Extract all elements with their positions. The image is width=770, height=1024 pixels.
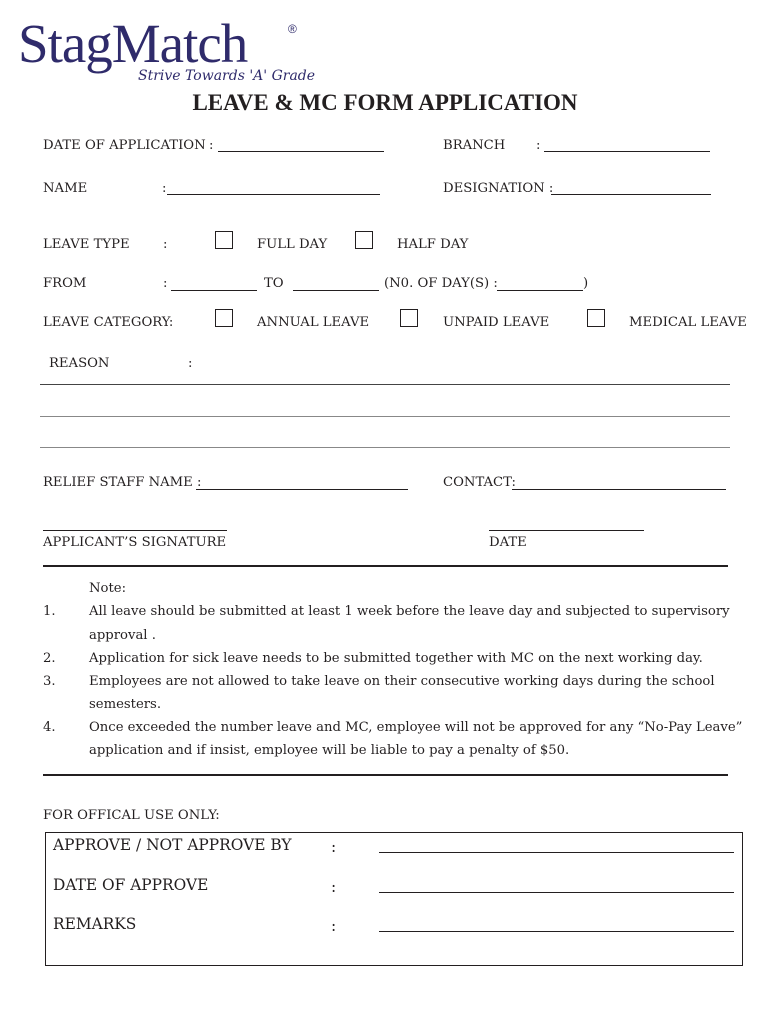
note-number: 2.: [43, 651, 56, 666]
colon: :: [536, 138, 541, 153]
colon: :: [209, 138, 214, 153]
approve-by-label: APPROVE / NOT APPROVE BY: [53, 836, 292, 854]
reason-line-3[interactable]: [40, 447, 730, 448]
name-label: NAME: [43, 181, 88, 196]
divider: [43, 565, 728, 567]
date-of-approve-field[interactable]: [379, 892, 734, 893]
note-text: Application for sick leave needs to be submitted together with MC on the next working day.: [89, 651, 703, 666]
signature-date-field[interactable]: [489, 530, 644, 531]
half-day-checkbox[interactable]: [355, 231, 373, 249]
reason-label: REASON: [49, 356, 110, 371]
relief-staff-field[interactable]: [196, 489, 408, 490]
remarks-label: REMARKS: [53, 915, 137, 933]
form-title: LEAVE & MC FORM APPLICATION: [192, 90, 578, 115]
note-text: Once exceeded the number leave and MC, employee will not be approved for any “No-Pay Leave”: [89, 720, 743, 735]
colon: :: [331, 917, 337, 935]
to-date-field[interactable]: [293, 290, 379, 291]
to-label: TO: [264, 276, 284, 291]
applicant-signature-label: APPLICANT’S SIGNATURE: [43, 535, 227, 550]
unpaid-leave-checkbox[interactable]: [400, 309, 418, 327]
leave-category-label: LEAVE CATEGORY:: [43, 315, 174, 330]
remarks-field[interactable]: [379, 931, 734, 932]
note-number: 4.: [43, 720, 56, 735]
contact-field[interactable]: [512, 489, 726, 490]
colon: :: [331, 878, 337, 896]
full-day-label: FULL DAY: [257, 237, 328, 252]
branch-field[interactable]: [544, 151, 710, 152]
annual-leave-label: ANNUAL LEAVE: [257, 315, 370, 330]
note-text: All leave should be submitted at least 1 week before the leave day and subjected to supervisory: [89, 604, 730, 619]
office-use-heading: FOR OFFICAL USE ONLY:: [43, 808, 220, 823]
leave-type-label: LEAVE TYPE: [43, 237, 130, 252]
contact-label: CONTACT:: [443, 475, 516, 490]
colon: :: [188, 356, 193, 371]
full-day-checkbox[interactable]: [215, 231, 233, 249]
from-date-field[interactable]: [171, 290, 257, 291]
date-of-application-field[interactable]: [218, 151, 384, 152]
approve-by-field[interactable]: [379, 852, 734, 853]
applicant-signature-field[interactable]: [43, 530, 227, 531]
branch-label: BRANCH: [443, 138, 506, 153]
no-of-days-label: (N0. OF DAY(S) :: [384, 276, 498, 291]
date-of-application-label: DATE OF APPLICATION: [43, 138, 206, 153]
annual-leave-checkbox[interactable]: [215, 309, 233, 327]
relief-staff-label: RELIEF STAFF NAME :: [43, 475, 202, 490]
reason-line-1[interactable]: [40, 384, 730, 385]
note-number: 3.: [43, 674, 56, 689]
from-label: FROM: [43, 276, 87, 291]
notes-heading: Note:: [89, 581, 127, 596]
logo-tagline: Strive Towards 'A' Grade: [138, 68, 316, 84]
reason-line-2[interactable]: [40, 416, 730, 417]
colon: :: [163, 237, 168, 252]
note-text: approval .: [89, 628, 156, 643]
note-text: semesters.: [89, 697, 162, 712]
note-text: application and if insist, employee will be liable to pay a penalty of $50.: [89, 743, 570, 758]
colon: :: [331, 838, 337, 856]
name-field[interactable]: [167, 194, 380, 195]
signature-date-label: DATE: [489, 535, 527, 550]
colon: :: [163, 276, 168, 291]
divider: [43, 774, 728, 776]
half-day-label: HALF DAY: [397, 237, 469, 252]
no-of-days-field[interactable]: [497, 290, 583, 291]
designation-field[interactable]: [551, 194, 711, 195]
unpaid-leave-label: UNPAID LEAVE: [443, 315, 550, 330]
logo-wordmark: StagMatch: [18, 13, 248, 74]
no-of-days-close: ): [583, 276, 589, 291]
colon: :: [162, 181, 167, 196]
company-logo: [18, 13, 316, 88]
date-of-approve-label: DATE OF APPROVE: [53, 876, 209, 894]
medical-leave-checkbox[interactable]: [587, 309, 605, 327]
medical-leave-label: MEDICAL LEAVE: [629, 315, 747, 330]
note-number: 1.: [43, 604, 56, 619]
note-text: Employees are not allowed to take leave on their consecutive working days during the school: [89, 674, 715, 689]
registered-mark: ®: [288, 22, 297, 36]
designation-label: DESIGNATION :: [443, 181, 554, 196]
